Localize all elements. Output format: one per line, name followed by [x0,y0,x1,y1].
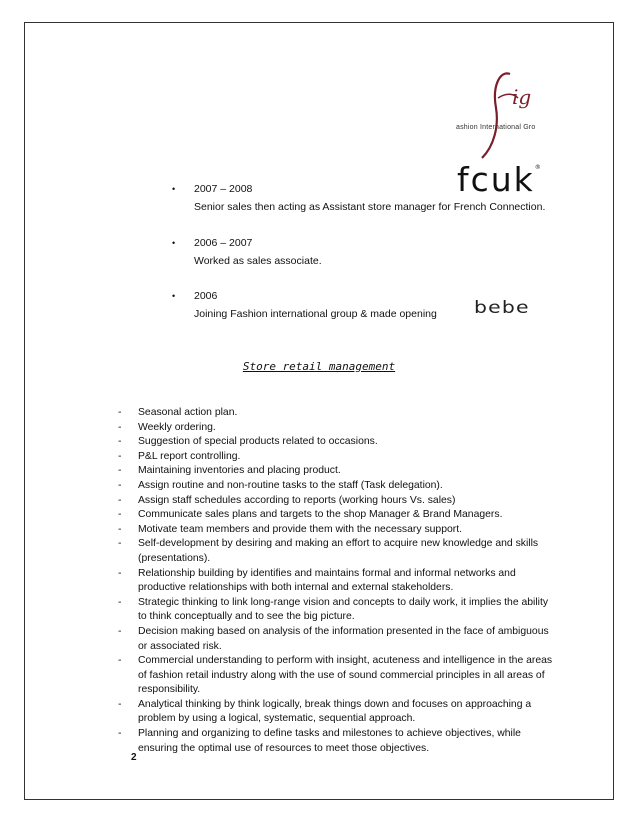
list-item [118,421,558,436]
bullet: • [172,238,176,248]
timeline-description: Worked as sales associate. [194,255,322,267]
fig-logo [452,68,552,160]
dash: - [118,479,122,491]
bullet: • [172,291,176,301]
list-item-text: P&L report controlling. [138,450,241,462]
bebe-logo: bebe [474,298,530,318]
timeline-year: 2007 – 2008 [194,183,253,195]
list-item [118,727,558,756]
dash: - [118,655,122,667]
list-item-text: Seasonal action plan. [138,407,238,418]
list-item [118,494,558,509]
page-number: 2 [131,752,137,763]
dash: - [118,465,122,477]
list-item [118,596,558,625]
list-item-text: Decision making based on analysis of the information presented in the face of ambiguous or associated risk. [138,625,549,652]
list-item-text: Communicate sales plans and targets to the shop Manager & Brand Managers. [138,509,503,521]
dash: - [118,494,122,506]
list-item-text: Suggestion of special products related to occasions. [138,436,378,448]
list-item-text: Maintaining inventories and placing product. [138,465,341,477]
skills-list [118,406,558,756]
list-item-text: Assign routine and non-routine tasks to the staff (Task delegation). [138,479,443,491]
list-item-text: Analytical thinking by think logically, break things down and focuses on approaching a problem by using a logical, systematic, sequential approach. [138,698,532,725]
list-item [118,406,558,421]
list-item-text: Commercial understanding to perform with insight, acuteness and intelligence in the areas of fashion retail industry along with the use of sound commercial principles in all areas of responsibility. [138,655,553,696]
list-item [118,435,558,450]
list-item-text: Assign staff schedules according to reports (working hours Vs. sales) [138,494,456,506]
list-item [118,625,558,654]
fcuk-registered-mark: ® [534,164,543,171]
dash: - [118,538,122,550]
list-item-text: Self-development by desiring and making an effort to acquire new knowledge and skills (presentations). [138,538,539,564]
list-item-text: Relationship building by identifies and maintains formal and informal networks and productive relationships with both internal and external stakeholders. [138,567,516,594]
dash: - [118,509,122,521]
list-item [118,464,558,479]
dash: - [118,523,122,535]
timeline-description: Joining Fashion international group & made opening [194,308,437,320]
list-item-text: Weekly ordering. [138,421,216,433]
list-item [118,567,558,596]
timeline-year: 2006 – 2007 [194,237,253,249]
svg-text:ig: ig [512,85,532,109]
dash: - [118,436,122,448]
timeline-year: 2006 [194,290,218,302]
list-item [118,450,558,465]
dash: - [118,407,122,418]
section-title: Store retail management [242,360,396,373]
fcuk-logo-text: fcuk [457,160,535,199]
list-item [118,698,558,727]
dash: - [118,625,122,637]
list-item [118,508,558,523]
list-item [118,654,558,698]
list-item-text: Planning and organizing to define tasks and milestones to achieve objectives, while ensuring the optimal use of resources to meet those objectives. [138,728,521,754]
dash: - [118,596,122,608]
dash: - [118,698,122,710]
bullet: • [172,184,176,194]
timeline-description: Senior sales then acting as Assistant store manager for French Connection. [194,201,546,213]
dash: - [118,567,122,579]
list-item [118,479,558,494]
dash: - [118,728,122,740]
fig-tagline: ashion International Gro [456,124,536,131]
list-item [118,523,558,538]
list-item [118,537,558,566]
dash: - [118,450,122,462]
dash: - [118,421,122,433]
list-item-text: Motivate team members and provide them with the necessary support. [138,523,462,535]
fcuk-logo [457,160,543,199]
list-item-text: Strategic thinking to link long-range vision and concepts to daily work, it implies the ability to think conceptually and to see the big picture. [138,596,549,623]
